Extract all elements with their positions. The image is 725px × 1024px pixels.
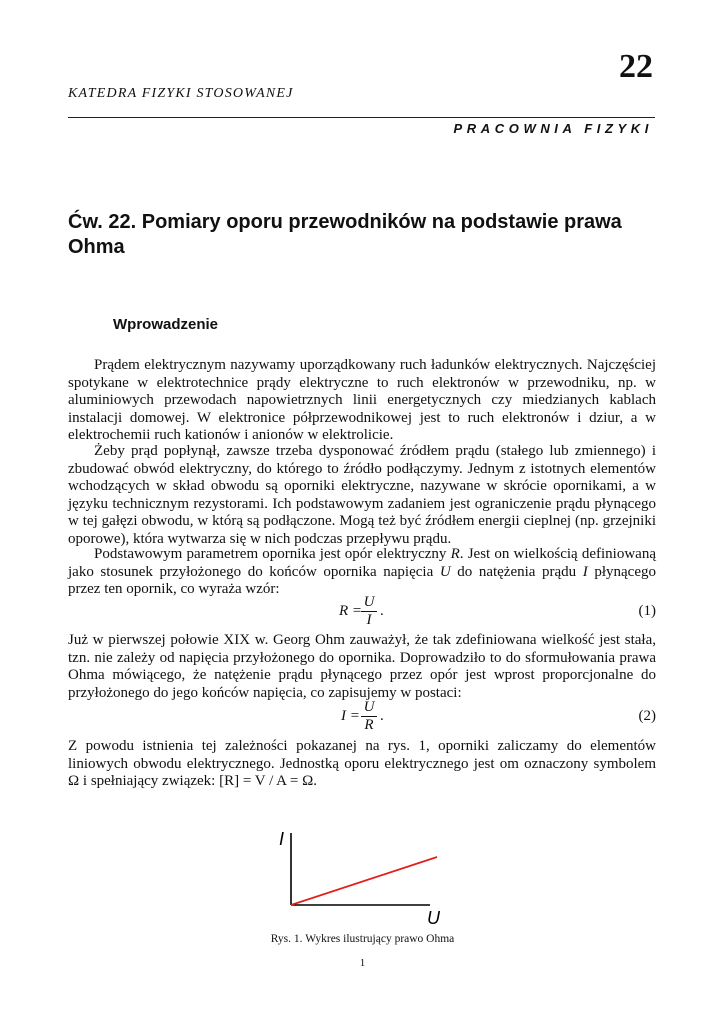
- paragraph-2: Żeby prąd popłynął, zawsze trzeba dysponować źródłem prądu (stałego lub zmiennego) i zbudować obwód elektryczny, do którego to źródło podłączymy. Jednym z istotnych elementów wchodzących w skład obwodu są oporniki elektryczne, nazywane w skrócie opornikami, a w języku technicznym rezystorami. Ich podstawowym zadaniem jest ograniczenie prądu płynącego w tej gałęzi obwodu, w którą są podłączone. Mogą też być źródłem energii cieplnej (np. grzejniki oporowe), która wytwarza się w nich podczas przepływu prądu.: [68, 443, 656, 547]
- y-axis-label: I: [279, 829, 285, 849]
- header-divider: [68, 117, 655, 118]
- ohm-line: [291, 857, 437, 905]
- equation-1: R = $\frac{U}{I}$ . (1): [339, 594, 656, 628]
- page-number: 22: [619, 48, 653, 85]
- ohm-law-graph: [270, 825, 460, 930]
- equation-number: (1): [638, 603, 656, 619]
- lab-name: PRACOWNIA FIZYKI: [453, 121, 653, 136]
- footer-page-number: 1: [359, 957, 366, 969]
- paragraph-1: Prądem elektrycznym nazywamy uporządkowany ruch ładunków elektrycznych. Najczęściej spotykane w elektrotechnice prądy elektryczne to ruch elektronów w przewodniku, np. w aluminiowych przewodach napowietrznych linii energetycznych czy miedzianych kablach instalacji domowej. W elektronice półprzewodnikowej jest to ruch elektronów i dziur, a w elektrochemii ruch kationów i anionów w elektrolicie.: [68, 357, 656, 444]
- section-heading: Wprowadzenie: [113, 316, 219, 333]
- equation-2: I = $\frac{U}{R}$ . (2): [341, 699, 656, 733]
- figure-caption: Rys. 1. Wykres ilustrujący prawo Ohma: [270, 933, 455, 945]
- paragraph-4: Już w pierwszej połowie XIX w. Georg Ohm zauważył, że tak zdefiniowana wielkość jest stała, tzn. nie zależy od napięcia przyłożonego do opornika. Doprowadziło to do sformułowania prawa Ohma mówiącego, że natężenie prądu płynącego przez opór jest wprost proporcjonalne do przyłożonego do jego końców napięcia, co zapisujemy w postaci:: [68, 632, 656, 701]
- paragraph-3: Podstawowym parametrem opornika jest opór elektryczny R. Jest on wielkością definiowaną jako stosunek przyłożonego do końców opornika napięcia U do natężenia prądu I płynącego przez ten opornik, co wyraża wzór:: [68, 546, 656, 598]
- x-axis-label: U: [427, 908, 440, 928]
- equation-number: (2): [638, 708, 656, 724]
- document-title: Ćw. 22. Pomiary oporu przewodników na podstawie prawa Ohma: [68, 211, 622, 258]
- paragraph-5: Z powodu istnienia tej zależności pokazanej na rys. 1, oporniki zaliczamy do elementów liniowych obwodu elektrycznego. Jednostką oporu elektrycznego jest om oznaczony symbolem Ω i spełniający związek: [R] = V / A = Ω.: [68, 738, 656, 790]
- department-name: KATEDRA FIZYKI STOSOWANEJ: [68, 86, 294, 101]
- unit-formula: [R] = V / A = Ω: [219, 773, 314, 790]
